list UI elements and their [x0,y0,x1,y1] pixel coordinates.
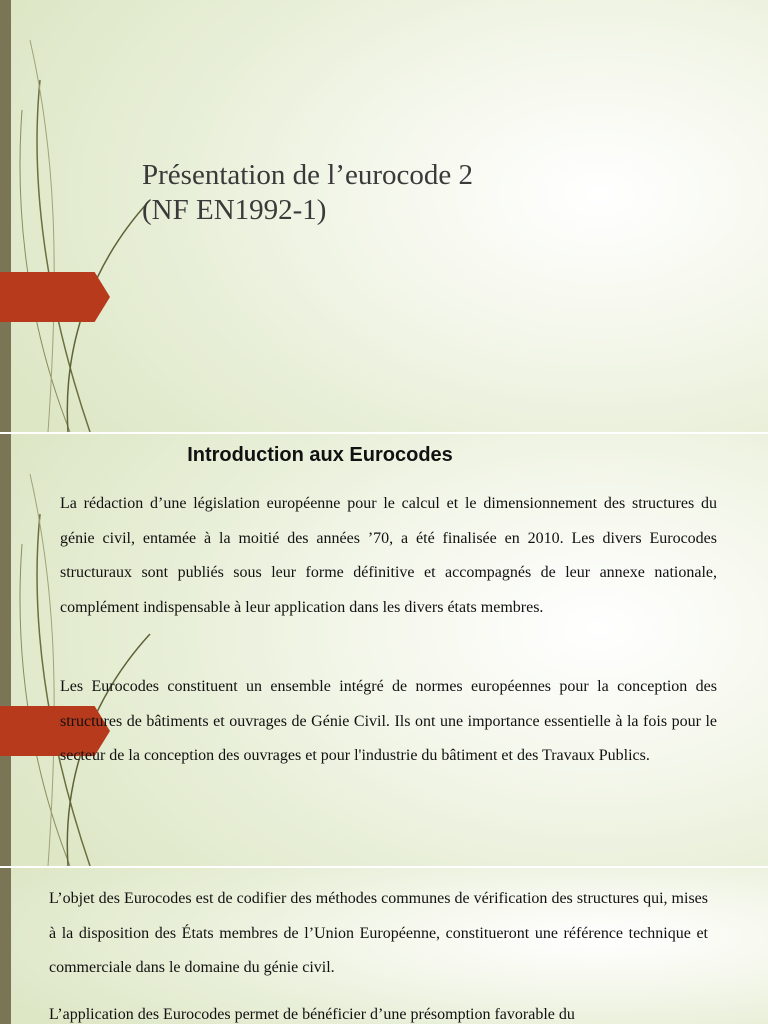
left-sidebar-bar [0,0,11,432]
paragraph: L’application des Eurocodes permet de bénéficier d’une présomption favorable du [49,1006,575,1023]
paragraph: Les Eurocodes constituent un ensemble intégré de normes européennes pour la conception des structures de bâtiments et ouvrages de Génie Civil. Ils ont une importance essentielle à la fois pour le secteur de la conception des ouvrages et pour l'industrie du bâtiment et des Travaux Publics. [60,678,717,764]
red-arrow-tab [0,272,110,322]
paragraph: L’objet des Eurocodes est de codifier des méthodes communes de vérification des structures qui, mises à la disposition des États membres de l’Union Européenne, constitueront une référence technique et commerciale dans le domaine du génie civil. [49,890,708,976]
left-sidebar-bar [0,868,11,1024]
title-slide [0,0,768,432]
section-heading: Introduction aux Eurocodes [187,444,453,466]
slide-title [142,158,473,228]
decorative-curves [0,0,160,432]
introduction-slide [0,434,768,866]
left-sidebar-bar [0,434,11,866]
title-line-2: (NF EN1992-1) [142,194,327,226]
title-line-1: Présentation de l’eurocode 2 [142,159,473,191]
paragraph: La rédaction d’une législation européenne pour le calcul et le dimensionnement des structures du génie civil, entamée à la moitié des années ’70, a été finalisée en 2010. Les divers Eurocodes structuraux sont publiés sous leur forme définitive et accompagnés de leur annexe nationale, complément indispensable à leur application dans les divers états membres. [60,495,717,616]
objective-slide [0,868,768,1024]
